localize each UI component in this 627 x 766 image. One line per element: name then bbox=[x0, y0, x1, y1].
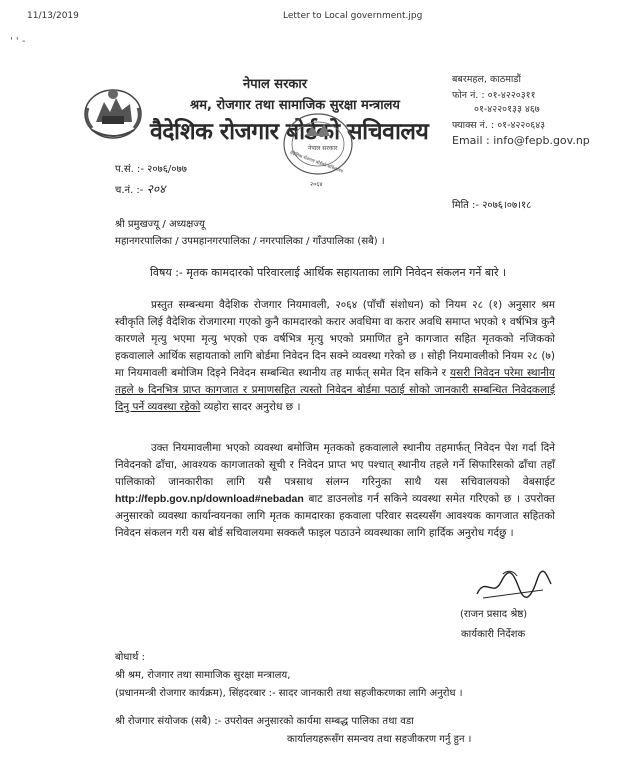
org-ministry: श्रम, रोजगार तथा सामाजिक सुरक्षा मन्त्रालय bbox=[190, 98, 400, 113]
org-government: नेपाल सरकार bbox=[243, 77, 308, 92]
svg-text:वैदेशिक रोजगार बोर्डको सचिवालय: वैदेशिक रोजगार बोर्डको सचिवालय bbox=[289, 150, 344, 175]
paragraph-1-underlined: यसरी निवेदन परेमा स्थानीय तहले ७ दिनभित्र प्राप्त कागजात र प्रमाणसहित त्यस्तो निवेदन बोर्डमा पठाई सोको जानकारी सम्बन्धित निवेदकलाई दिनु पर्ने व्यवस्था रहेको bbox=[115, 367, 555, 413]
phone-label: फोन नं. : bbox=[452, 90, 485, 101]
signatory-title: कार्यकारी निर्देशक bbox=[461, 629, 526, 640]
print-filename: Letter to Local government.jpg bbox=[283, 11, 423, 21]
paragraph-1-text-a: प्रस्तुत सम्बन्धमा वैदेशिक रोजगार नियमावली, २०६४ (पाँचौं संशोधन) को नियम २८ (१) अनुसार श्रम स्वीकृति लिई वैदेशिक रोजगारमा गएको कुनै कामदारको करार अवधिमा वा करार अवधि समाप्त भएको १ वर्षभित्र कुनै कारणले मृत्यु भएमा मृत्यु भएको एक वर्षभित्र मृत्यु भएको प्रमाणित हुने कागजात सहित मृतकको नजिकको हकवालाले आर्थिक सहायताको लागि बोर्डमा निवेदन दिन सक्ने व्यवस्था गरेको छ । सोही नियमावलीको नियम २८ (७) मा नियमावली बमोजिम दिइने निवेदन सम्बन्धित स्थानीय तह मार्फत् समेत दिन सकिने र bbox=[115, 299, 555, 379]
nepal-emblem-icon bbox=[82, 84, 144, 140]
svg-text:नेपाल सरकार: नेपाल सरकार bbox=[308, 145, 338, 152]
letter-date: मिति :- २०७६।०७।१८ bbox=[452, 200, 532, 211]
org-secretariat: वैदेशिक रोजगार बोर्डको सचिवालय bbox=[150, 119, 429, 145]
addressee-line-2: महानगरपालिका / उपमहानगरपालिका / नगरपालिका / गाँउपालिका (सबै) । bbox=[115, 236, 385, 247]
cc-line-3: श्री रोजगार संयोजक (सबै) :- उपरोक्त अनुसारको कार्यमा सम्बद्ध पालिका तथा वडा bbox=[115, 716, 414, 727]
addressee-line-1: श्री प्रमुखज्यू / अध्यक्षज्यू bbox=[115, 219, 205, 230]
paragraph-2-text-a: उक्त नियमावलीमा भएको व्यवस्था बमोजिम मृतकको हकवालाले स्थानीय तहमार्फत् निवेदन पेश गर्दा दिने निवेदनको ढाँचा, आवश्यक कागजातको सूची र निवेदन प्राप्त भए पश्चात् स्थानीय तहले गर्ने सिफारिसको ढाँचा तहाँ पालिकाको जानकारीका लागि यसै पत्रसाथ संलग्न गरिनुका साथै यस सचिवालयको वेबसाईट bbox=[115, 442, 555, 488]
signature-icon bbox=[473, 568, 555, 602]
print-date: 11/13/2019 bbox=[27, 11, 79, 21]
official-seal-icon bbox=[268, 106, 368, 190]
fax-value: ०१-४२२०६४३ bbox=[497, 120, 546, 131]
fax-label: फ्याक्स नं. : bbox=[452, 120, 495, 131]
contact-phone-1 bbox=[452, 88, 536, 101]
svg-text:२०६४: २०६४ bbox=[310, 181, 323, 188]
subject-line: विषय :- मृतक कामदारको परिवारलाई आर्थिक सहायताका लागि निवेदन संकलन गर्ने बारे । bbox=[150, 266, 507, 279]
chn-value: २०४ bbox=[146, 182, 166, 196]
paragraph-2-text-b: बाट डाउनलोड गर्न सकिने व्यवस्था समेत गरिएको छ । उपरोक्त अनुसारको व्यवस्था कार्यान्वयनका लागि मृतक कामदारका हकवाला परिवार सदस्यसँग आवश्यक कागजात सहितको निवेदन संकलन गरी यस बोर्ड सचिवालयमा सक्कलै फाइल पठाउने व्यवस्थाका लागि हार्दिक अनुरोध गर्दछु । bbox=[115, 493, 555, 539]
margin-marks: ' ' - bbox=[10, 36, 26, 47]
cc-label: बोधार्थ : bbox=[115, 652, 145, 663]
reference-chn bbox=[115, 180, 165, 197]
signatory-name: (राजन प्रसाद श्रेष्ठ) bbox=[460, 609, 528, 620]
download-link[interactable]: http://fepb.gov.np/download#nebadan bbox=[115, 493, 304, 505]
contact-email: Email : info@fepb.gov.np bbox=[452, 134, 590, 147]
cc-line-2: (प्रधानमन्त्री रोजगार कार्यक्रम), सिंहदरबार :- सादर जानकारी तथा सहजीकरणका लागि अनुरोध । bbox=[115, 688, 463, 699]
contact-address: बबरमहल, काठमाडौं bbox=[452, 74, 521, 85]
body-paragraph-1 bbox=[115, 297, 555, 416]
phone-value-2: ०१-४२२०१३३ ४६७ bbox=[474, 104, 540, 115]
paragraph-1-text-b: व्यहोरा सादर अनुरोध छ । bbox=[200, 401, 301, 413]
cc-line-4: कार्यालयहरूसँग समन्वय तथा सहजीकरण गर्नु हुन । bbox=[287, 734, 472, 745]
chn-label: च.नं. :- bbox=[115, 185, 144, 196]
cc-line-1: श्री श्रम, रोजगार तथा सामाजिक सुरक्षा मन्त्रालय, bbox=[115, 670, 291, 681]
body-paragraph-2 bbox=[115, 440, 555, 542]
contact-fax bbox=[452, 118, 545, 131]
phone-value-1: ०१-४२२०३११ bbox=[487, 90, 536, 101]
reference-ps: प.सं. :- २०७६/०७७ bbox=[115, 164, 187, 175]
